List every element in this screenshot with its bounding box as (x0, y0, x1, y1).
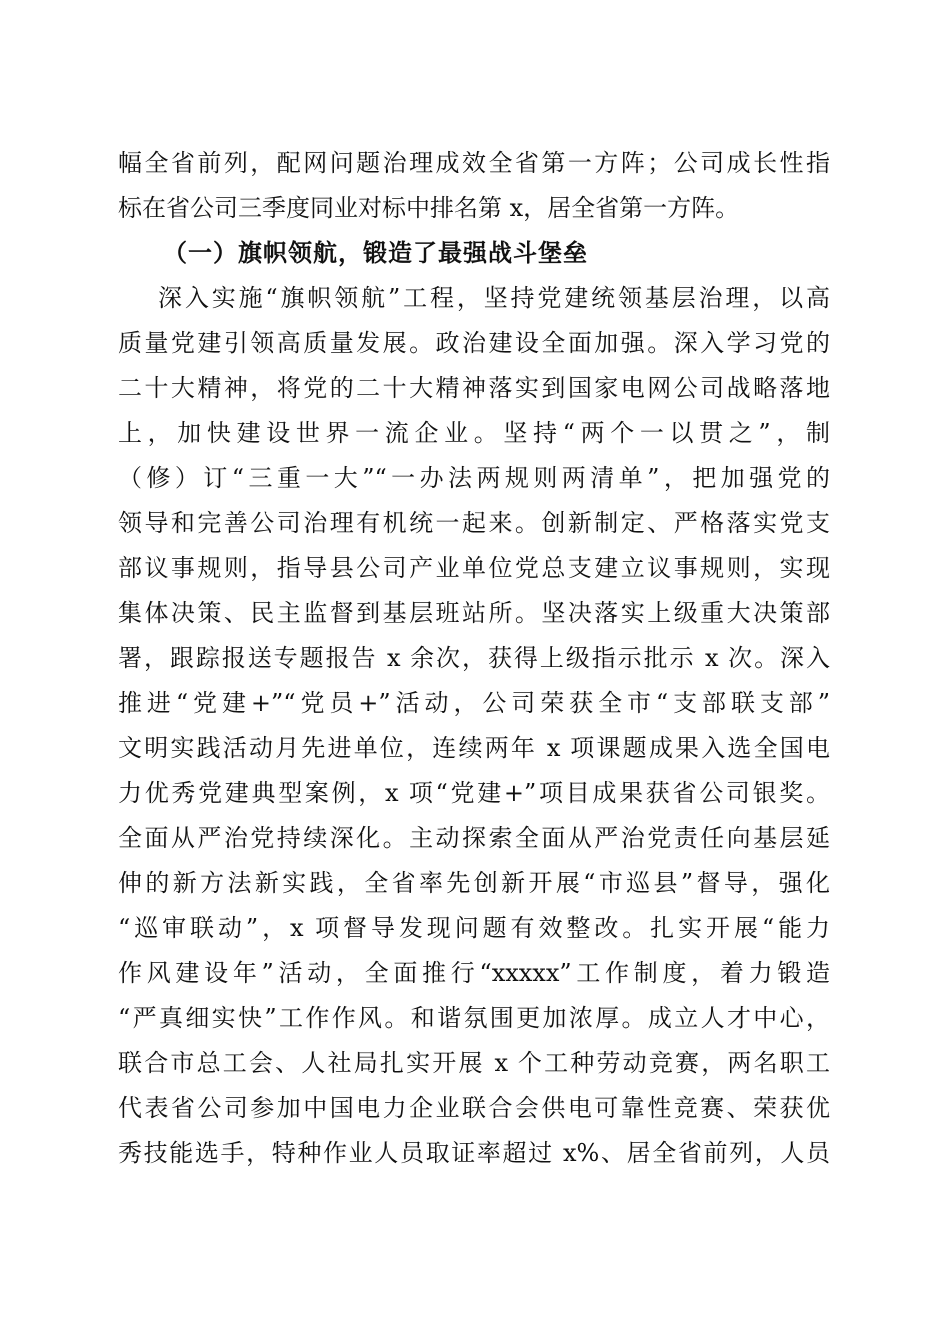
body-line-3: 二十大精神，将党的二十大精神落实到国家电网公司战略落地 (118, 374, 830, 402)
body-line-14: 伸的新方法新实践，全省率先创新开展“市巡县”督导，强化 (118, 869, 830, 897)
body-line-8: 集体决策、民主监督到基层班站所。坚决落实上级重大决策部 (118, 599, 830, 627)
body-line-15: “巡审联动”，x 项督导发现问题有效整改。扎实开展“能力 (118, 914, 830, 942)
body-line-10: 推进“党建+”“党员+”活动，公司荣获全市“支部联支部” (118, 689, 830, 717)
body-line-7: 部议事规则，指导县公司产业单位党总支建立议事规则，实现 (118, 554, 830, 582)
body-line-11: 文明实践活动月先进单位，连续两年 x 项课题成果入选全国电 (118, 734, 830, 762)
body-line-12: 力优秀党建典型案例，x 项“党建+”项目成果获省公司银奖。 (118, 779, 830, 807)
body-line-6: 领导和完善公司治理有机统一起来。创新制定、严格落实党支 (118, 509, 830, 537)
section-heading: （一）旗帜领航，锻造了最强战斗堡垒 (163, 238, 588, 267)
body-line-20: 秀技能选手，特种作业人员取证率超过 x%、居全省前列，人员 (118, 1139, 830, 1167)
body-line-18: 联合市总工会、人社局扎实开展 x 个工种劳动竞赛，两名职工 (118, 1049, 830, 1077)
body-line-17: “严真细实快”工作作风。和谐氛围更加浓厚。成立人才中心， (118, 1004, 830, 1032)
intro-line-2: 标在省公司三季度同业对标中排名第 x，居全省第一方阵。 (118, 194, 740, 222)
body-line-19: 代表省公司参加中国电力企业联合会供电可靠性竞赛、荣获优 (118, 1094, 830, 1122)
intro-line-1: 幅全省前列，配网问题治理成效全省第一方阵；公司成长性指 (118, 149, 830, 177)
body-line-5: （修）订“三重一大”“一办法两规则两清单”，把加强党的 (118, 464, 830, 492)
body-line-4: 上，加快建设世界一流企业。坚持“两个一以贯之”，制 (118, 419, 830, 447)
body-line-1: 深入实施“旗帜领航”工程，坚持党建统领基层治理，以高 (158, 284, 830, 312)
body-line-13: 全面从严治党持续深化。主动探索全面从严治党责任向基层延 (118, 824, 830, 852)
body-line-9: 署，跟踪报送专题报告 x 余次，获得上级指示批示 x 次。深入 (118, 644, 830, 672)
body-line-2: 质量党建引领高质量发展。政治建设全面加强。深入学习党的 (118, 329, 830, 357)
body-line-16: 作风建设年”活动，全面推行“xxxxx”工作制度，着力锻造 (118, 959, 830, 987)
